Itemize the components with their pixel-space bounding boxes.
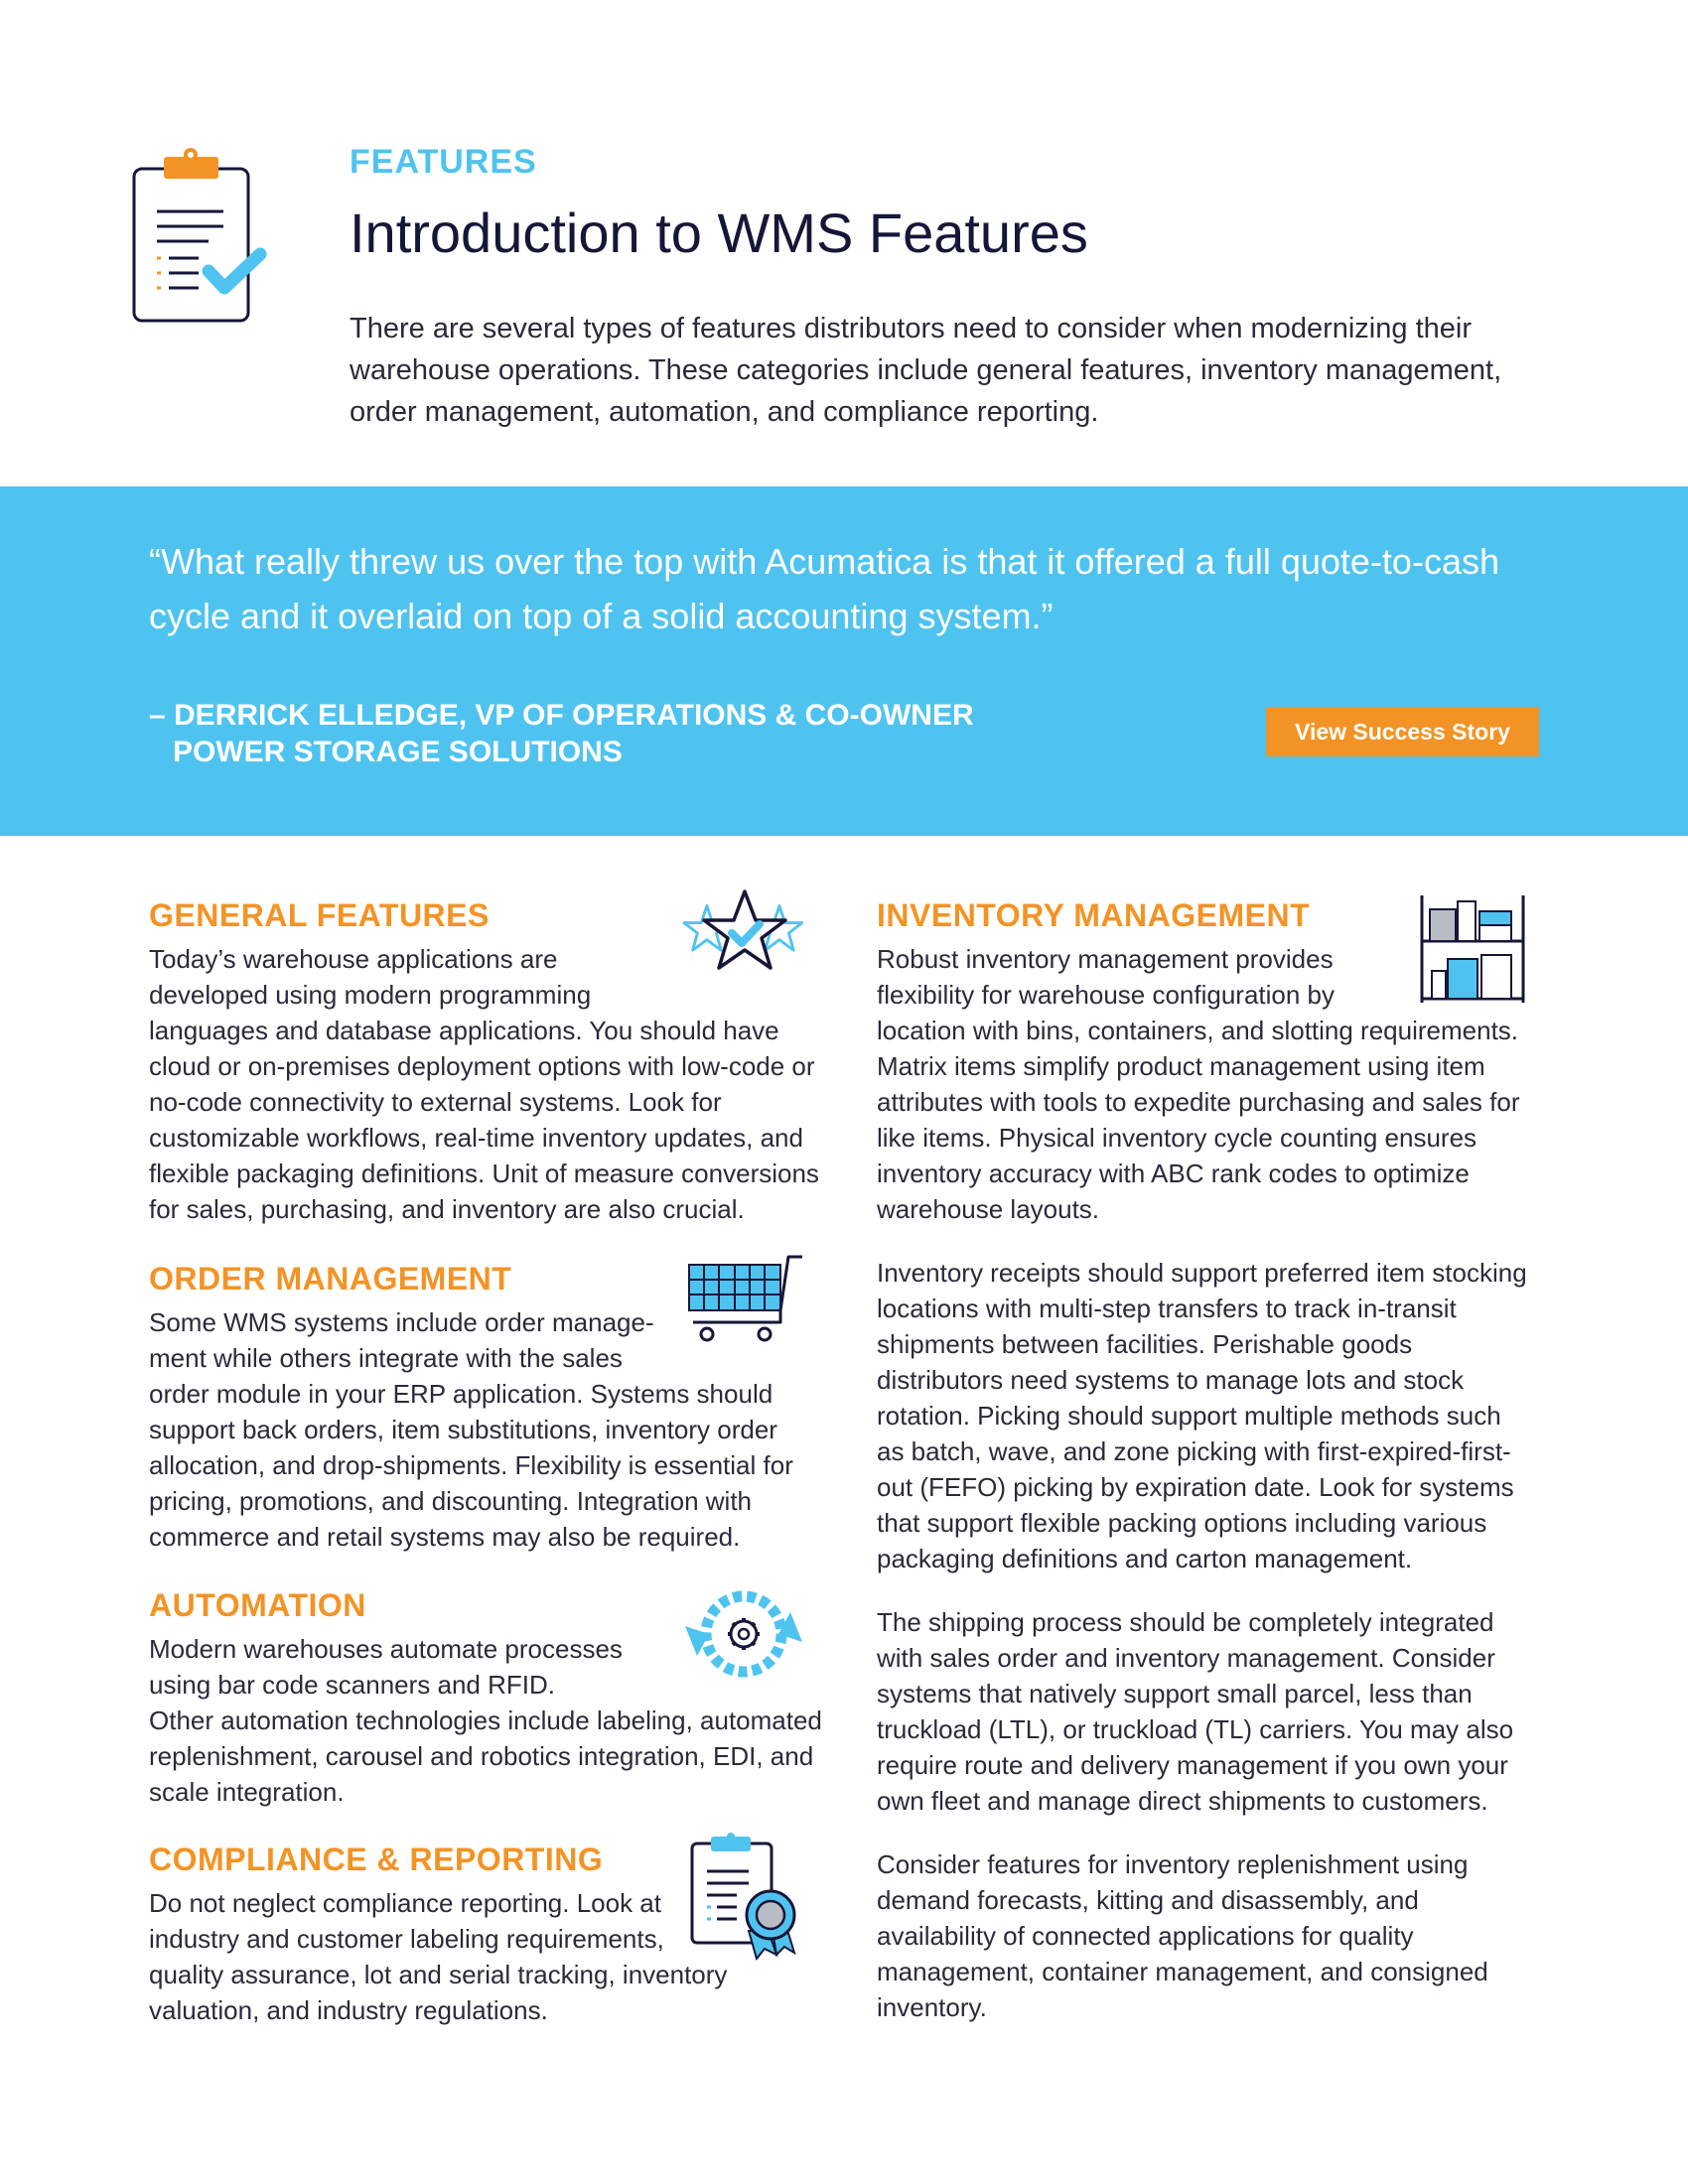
inventory-management-heading: INVENTORY MANAGEMENT [877, 897, 1311, 933]
inventory-paragraph: Inventory receipts should support preferred item stocking locations with multi-step transfers to track in-transit shipments between facilities. Perishable goods distributors need systems to manage lots and stock rotation. Picking should support multiple methods such as batch, wave, and zone picking with first-expired-first-out (FEFO) picking by expiration date. Look for systems that support flexible packing options including various packaging definitions and carton management. [877, 1258, 1527, 1573]
inventory-paragraph: Robust inventory management provides flexibility for warehouse configuration by location with bins, containers, and slotting requirements. Matrix items simplify product management using item attributes with tools to expedite purchasing and sales for like items. Physical inventory cycle counting ensures inventory accuracy with ABC rank codes to optimize warehouse layouts. [877, 944, 1520, 1224]
inventory-paragraph: The shipping process should be completely integrated with sales order and inventory management. Consider systems that natively support small parcel, less than truckload (LTL), or truckload (TL) carriers. You may also require route and delivery management if you own your own fleet and manage direct shipments to customers. [877, 1607, 1514, 1816]
stars-check-icon [678, 888, 812, 983]
view-success-story-button[interactable]: View Success Story [1266, 707, 1539, 756]
general-features-body: Today’s warehouse applications are developed using modern programming languages and database applications. You should have cloud or on-premises deployment options with low-code or no-code connectivity to external systems. Look for customizable workflows, real-time inventory updates, and flexible packaging definitions. Unit of measure conversions for sales, purchasing, and inventory are also crucial. [149, 944, 819, 1224]
testimonial-quote: “What really threw us over the top with Acumatica is that it offered a full quote-to-cash cycle and it overlaid on top of a solid accounting system.” [149, 541, 1499, 636]
order-management-heading: ORDER MANAGEMENT [149, 1261, 512, 1297]
warehouse-shelves-icon [1418, 891, 1527, 1006]
clipboard-check-icon [129, 147, 268, 326]
inventory-paragraph: Consider features for inventory replenishment using demand forecasts, kitting and disassembly, and availability of connected applications for quality management, container management, and consigned inventory. [877, 1849, 1488, 2022]
testimonial-banner [0, 486, 1688, 836]
testimonial-attribution [149, 697, 974, 770]
certificate-clipboard-icon [687, 1832, 801, 1966]
automation-heading: AUTOMATION [149, 1587, 366, 1623]
order-management-body: Some WMS systems include order manage-ment while others integrate with the sales order module in your ERP application. Systems should support back orders, item substitutions, inventory order allocation, and drop-shipments. Flexibility is essential for pricing, promotions, and discounting. Integration with commerce and retail systems may also be required. [149, 1307, 793, 1552]
shopping-cart-icon [685, 1253, 804, 1347]
section-eyebrow: FEATURES [350, 143, 537, 181]
attribution-company: POWER STORAGE SOLUTIONS [173, 736, 623, 768]
inventory-management-section [877, 895, 1532, 2025]
general-features-heading: GENERAL FEATURES [149, 897, 490, 933]
attribution-name: – DERRICK ELLEDGE, VP OF OPERATIONS & CO-OWNER [149, 699, 974, 732]
intro-paragraph: There are several types of features distributors need to consider when modernizing their warehouse operations. These categories include general features, inventory management, order management, automation, and compliance reporting. [350, 313, 1502, 428]
compliance-reporting-heading: COMPLIANCE & REPORTING [149, 1842, 604, 1877]
page-title: Introduction to WMS Features [350, 202, 1088, 264]
gear-refresh-icon [683, 1582, 804, 1687]
compliance-reporting-body: Do not neglect compliance reporting. Look at industry and customer labeling requirements, quality assurance, lot and serial tracking, inventory valuation, and industry regulations. [149, 1888, 728, 2025]
automation-body: Modern warehouses automate processes using bar code scanners and RFID. Other automation technologies include labeling, automated replenishment, carousel and robotics integration, EDI, and scale integration. [149, 1634, 822, 1807]
